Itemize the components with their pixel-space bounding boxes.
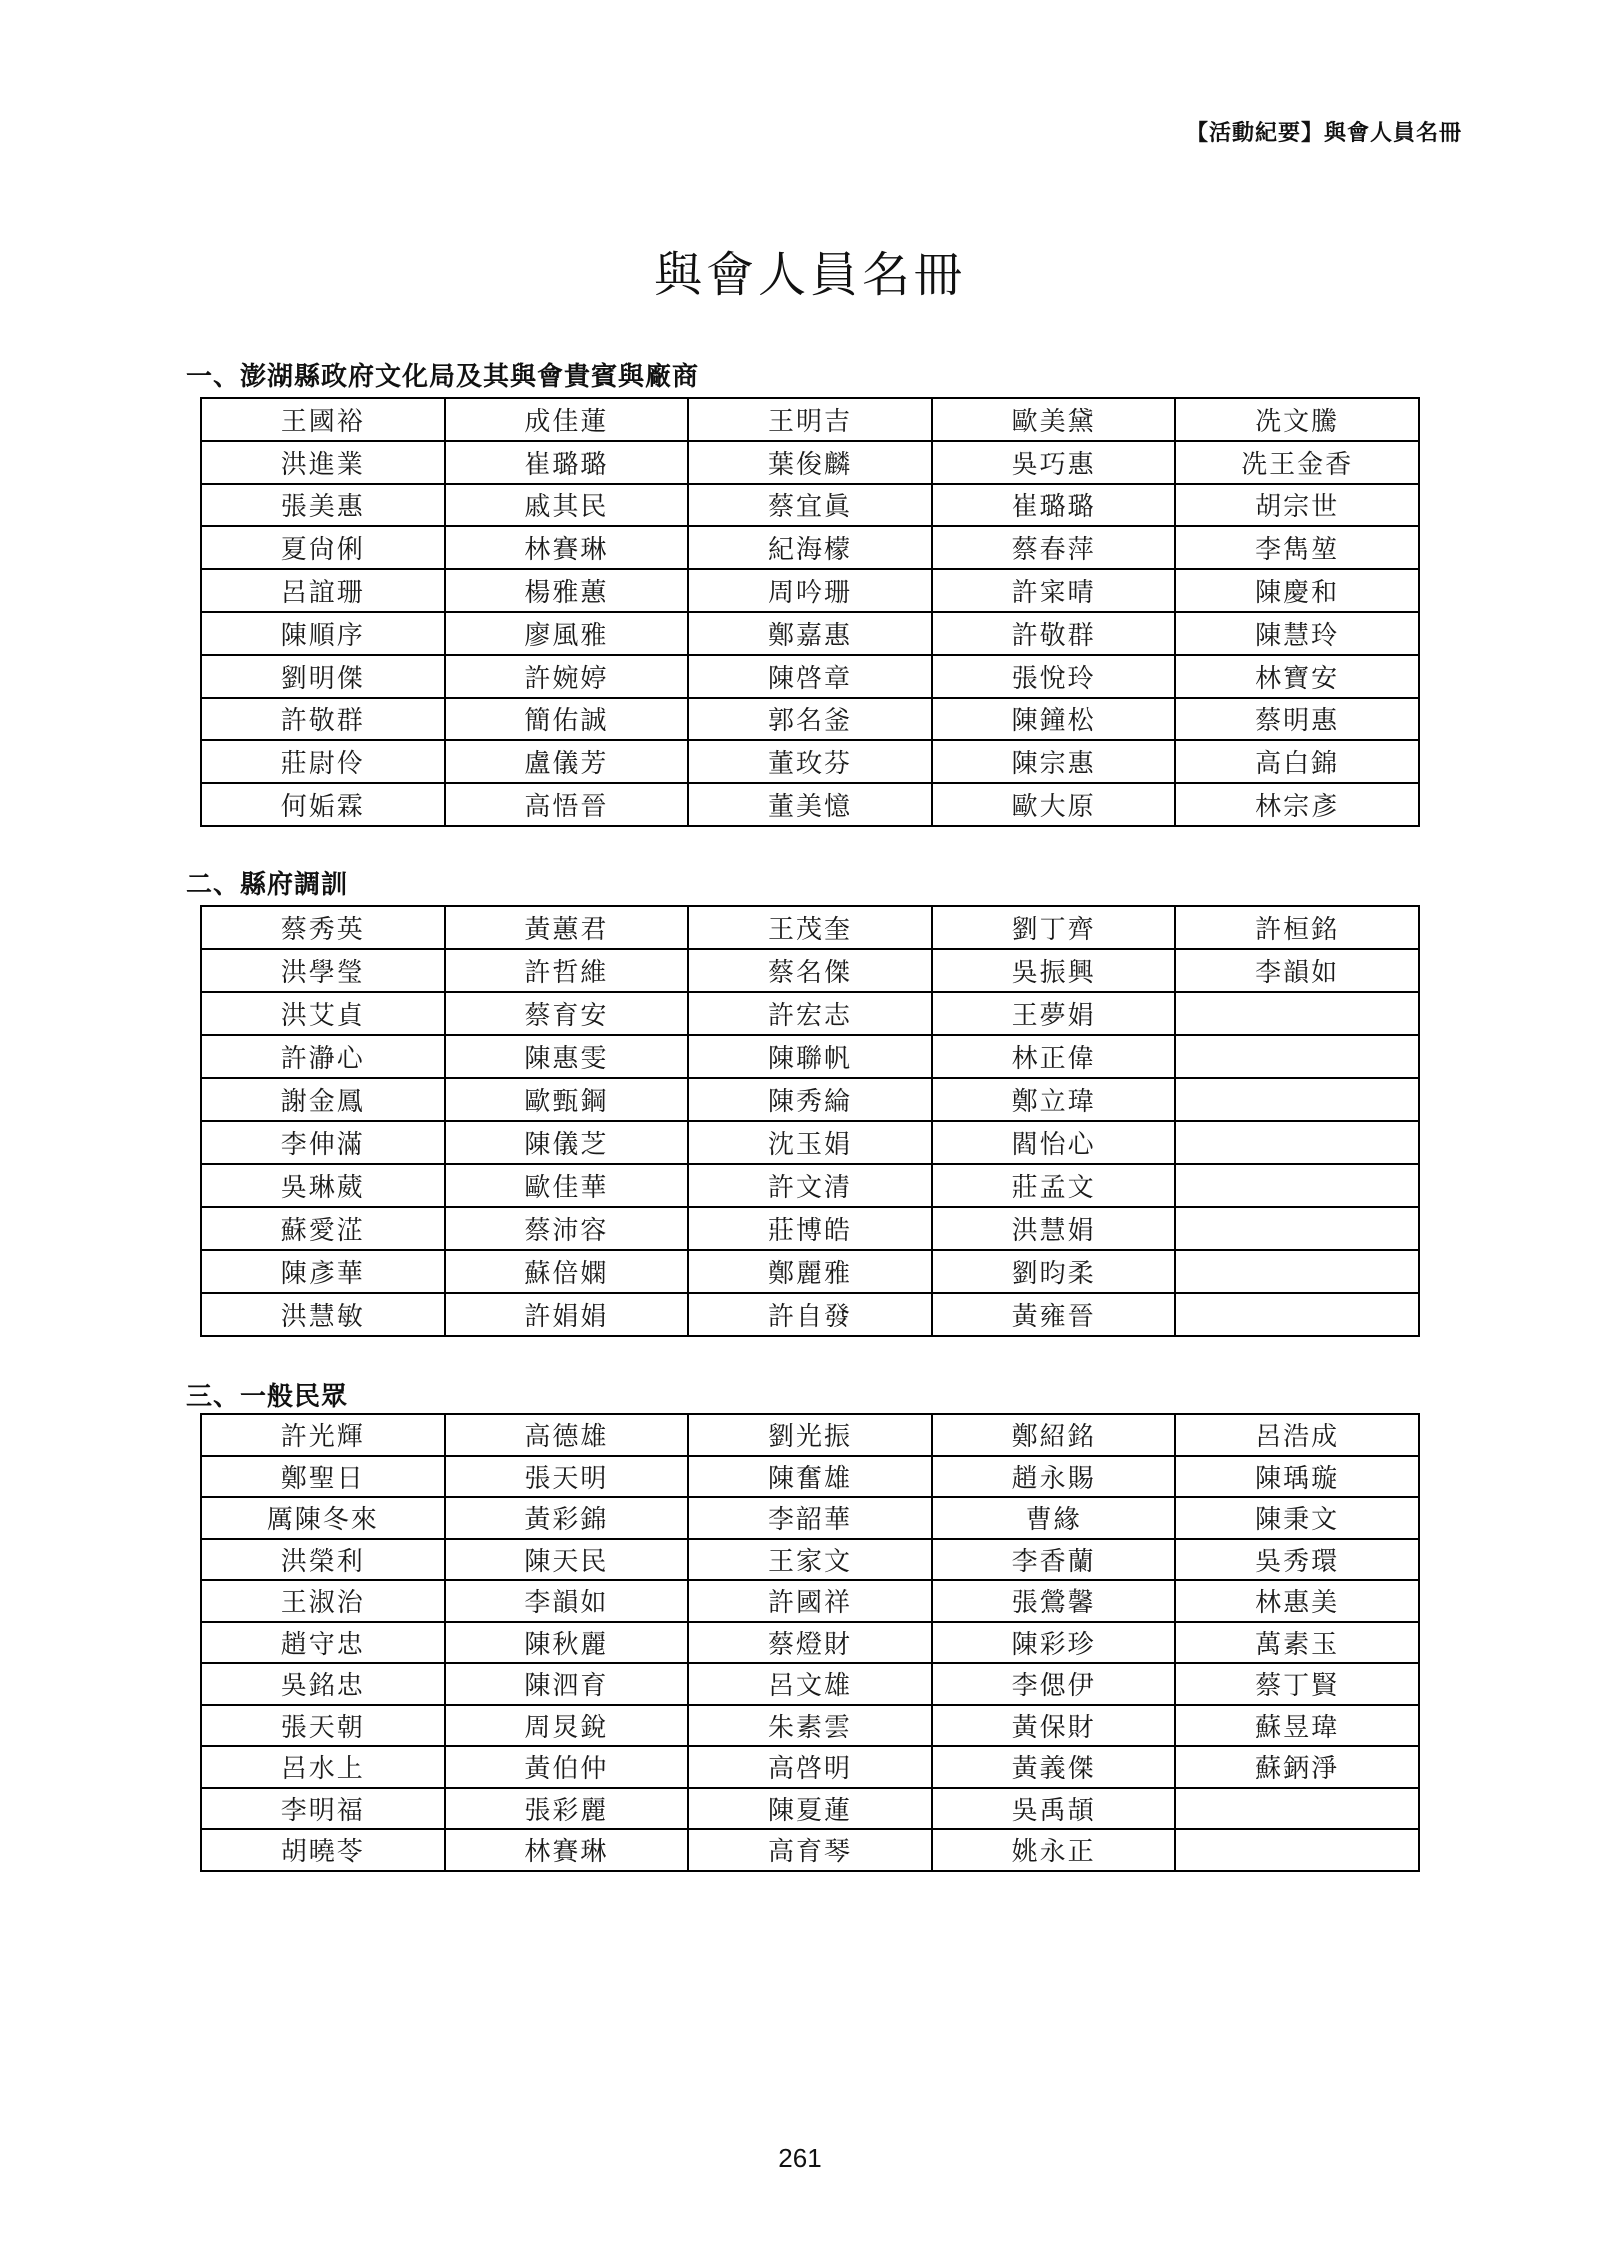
- attendee-name-cell: 歐甄鋼: [445, 1078, 689, 1121]
- attendee-name-cell: 呂文雄: [688, 1663, 932, 1705]
- attendee-name-cell: 許瀞心: [201, 1035, 445, 1078]
- attendee-name-cell: 高悟晉: [445, 783, 689, 826]
- attendee-name-cell: 許宏志: [688, 992, 932, 1035]
- attendee-name-cell: 朱素雲: [688, 1705, 932, 1747]
- attendee-name-cell: 蘇鈵淨: [1175, 1746, 1419, 1788]
- attendee-name-cell: 林賽琳: [445, 526, 689, 569]
- attendee-name-cell: 吳銘忠: [201, 1663, 445, 1705]
- attendee-name-cell: 高德雄: [445, 1414, 689, 1456]
- attendee-name-cell: 蘇愛淽: [201, 1207, 445, 1250]
- section-heading-1: 一、澎湖縣政府文化局及其與會貴賓與廠商: [186, 361, 700, 391]
- attendee-name-cell: 劉光振: [688, 1414, 932, 1456]
- attendee-name-cell: 鄭聖日: [201, 1456, 445, 1498]
- roster-table-1: [200, 397, 1420, 827]
- attendee-name-cell: 何姤霖: [201, 783, 445, 826]
- attendee-name-cell: 許自發: [688, 1293, 932, 1336]
- table-row: [201, 783, 1419, 826]
- attendee-name-cell: 簡佑誠: [445, 698, 689, 741]
- attendee-name-cell: 李香蘭: [932, 1539, 1176, 1581]
- attendee-name-cell: 黃彩錦: [445, 1497, 689, 1539]
- attendee-name-cell: 陳宗惠: [932, 740, 1176, 783]
- attendee-name-cell: 李韻如: [1175, 949, 1419, 992]
- empty-cell: [1175, 1207, 1419, 1250]
- table-row: [201, 1539, 1419, 1581]
- attendee-name-cell: 蔡燈財: [688, 1622, 932, 1664]
- table-row: [201, 1414, 1419, 1456]
- attendee-name-cell: 鄭立瑋: [932, 1078, 1176, 1121]
- table-row: [201, 1293, 1419, 1336]
- table-row: [201, 569, 1419, 612]
- attendee-name-cell: 黃義傑: [932, 1746, 1176, 1788]
- empty-cell: [1175, 1035, 1419, 1078]
- table-row: [201, 1663, 1419, 1705]
- table-row: [201, 740, 1419, 783]
- table-row: [201, 949, 1419, 992]
- roster-table-3: [200, 1413, 1420, 1872]
- attendee-name-cell: 崔璐璐: [445, 441, 689, 484]
- attendee-name-cell: 吳琳葳: [201, 1164, 445, 1207]
- table-row: [201, 1456, 1419, 1498]
- attendee-name-cell: 鄭嘉惠: [688, 612, 932, 655]
- attendee-name-cell: 林惠美: [1175, 1580, 1419, 1622]
- attendee-name-cell: 張悅玲: [932, 655, 1176, 698]
- attendee-name-cell: 許桓銘: [1175, 906, 1419, 949]
- attendee-name-cell: 陳夏蓮: [688, 1788, 932, 1830]
- attendee-name-cell: 呂浩成: [1175, 1414, 1419, 1456]
- table-row: [201, 1705, 1419, 1747]
- page-title: 與會人員名冊: [653, 249, 966, 302]
- attendee-name-cell: 高啓明: [688, 1746, 932, 1788]
- attendee-name-cell: 張天朝: [201, 1705, 445, 1747]
- table-row: [201, 1788, 1419, 1830]
- table-row: [201, 698, 1419, 741]
- attendee-name-cell: 葉俊麟: [688, 441, 932, 484]
- attendee-name-cell: 洪慧敏: [201, 1293, 445, 1336]
- attendee-name-cell: 陳彩珍: [932, 1622, 1176, 1664]
- empty-cell: [1175, 1164, 1419, 1207]
- attendee-name-cell: 洪學瑩: [201, 949, 445, 992]
- attendee-name-cell: 蔡沛容: [445, 1207, 689, 1250]
- attendee-name-cell: 陳秀綸: [688, 1078, 932, 1121]
- attendee-name-cell: 成佳蓮: [445, 398, 689, 441]
- table-row: [201, 1497, 1419, 1539]
- attendee-name-cell: 呂誼珊: [201, 569, 445, 612]
- attendee-name-cell: 陳秉文: [1175, 1497, 1419, 1539]
- attendee-name-cell: 許敬群: [932, 612, 1176, 655]
- attendee-name-cell: 黃保財: [932, 1705, 1176, 1747]
- attendee-name-cell: 蘇昱瑋: [1175, 1705, 1419, 1747]
- attendee-name-cell: 林正偉: [932, 1035, 1176, 1078]
- attendee-name-cell: 陳瑀璇: [1175, 1456, 1419, 1498]
- attendee-name-cell: 戚其民: [445, 484, 689, 527]
- attendee-name-cell: 閻怡心: [932, 1121, 1176, 1164]
- attendee-name-cell: 洪慧娟: [932, 1207, 1176, 1250]
- attendee-name-cell: 周炅銳: [445, 1705, 689, 1747]
- table-row: [201, 526, 1419, 569]
- attendee-name-cell: 趙守忠: [201, 1622, 445, 1664]
- attendee-name-cell: 林宗彥: [1175, 783, 1419, 826]
- table-row: [201, 1746, 1419, 1788]
- attendee-name-cell: 張天明: [445, 1456, 689, 1498]
- attendee-name-cell: 王國裕: [201, 398, 445, 441]
- table-row: [201, 1580, 1419, 1622]
- attendee-name-cell: 李韶華: [688, 1497, 932, 1539]
- empty-cell: [1175, 1788, 1419, 1830]
- attendee-name-cell: 陳秋麗: [445, 1622, 689, 1664]
- attendee-name-cell: 李偲伊: [932, 1663, 1176, 1705]
- attendee-name-cell: 沈玉娟: [688, 1121, 932, 1164]
- attendee-name-cell: 劉丁齊: [932, 906, 1176, 949]
- attendee-name-cell: 陳儀芝: [445, 1121, 689, 1164]
- attendee-name-cell: 洪榮利: [201, 1539, 445, 1581]
- attendee-name-cell: 歐佳華: [445, 1164, 689, 1207]
- attendee-name-cell: 蔡名傑: [688, 949, 932, 992]
- attendee-name-cell: 莊博皓: [688, 1207, 932, 1250]
- attendee-name-cell: 李雋堃: [1175, 526, 1419, 569]
- attendee-name-cell: 王茂奎: [688, 906, 932, 949]
- attendee-name-cell: 曹緣: [932, 1497, 1176, 1539]
- attendee-name-cell: 張鶯馨: [932, 1580, 1176, 1622]
- attendee-name-cell: 王淑治: [201, 1580, 445, 1622]
- attendee-name-cell: 許寀晴: [932, 569, 1176, 612]
- attendee-name-cell: 高白錦: [1175, 740, 1419, 783]
- table-row: [201, 906, 1419, 949]
- attendee-name-cell: 劉昀柔: [932, 1250, 1176, 1293]
- table-row: [201, 398, 1419, 441]
- attendee-name-cell: 許婉婷: [445, 655, 689, 698]
- attendee-name-cell: 歐大原: [932, 783, 1176, 826]
- table-row: [201, 1078, 1419, 1121]
- attendee-name-cell: 周吟珊: [688, 569, 932, 612]
- table-row: [201, 992, 1419, 1035]
- attendee-name-cell: 姚永正: [932, 1829, 1176, 1871]
- attendee-name-cell: 王家文: [688, 1539, 932, 1581]
- empty-cell: [1175, 1078, 1419, 1121]
- attendee-name-cell: 鄭紹銘: [932, 1414, 1176, 1456]
- attendee-name-cell: 吳巧惠: [932, 441, 1176, 484]
- attendee-name-cell: 陳彥華: [201, 1250, 445, 1293]
- empty-cell: [1175, 1293, 1419, 1336]
- attendee-name-cell: 王明吉: [688, 398, 932, 441]
- attendee-name-cell: 吳秀環: [1175, 1539, 1419, 1581]
- table-row: [201, 1164, 1419, 1207]
- attendee-name-cell: 吳振興: [932, 949, 1176, 992]
- attendee-name-cell: 吳禹頡: [932, 1788, 1176, 1830]
- table-row: [201, 441, 1419, 484]
- attendee-name-cell: 陳鐘松: [932, 698, 1176, 741]
- table-row: [201, 1035, 1419, 1078]
- attendee-name-cell: 趙永賜: [932, 1456, 1176, 1498]
- attendee-name-cell: 廖風雅: [445, 612, 689, 655]
- attendee-name-cell: 黃雍晉: [932, 1293, 1176, 1336]
- attendee-name-cell: 楊雅蕙: [445, 569, 689, 612]
- attendee-name-cell: 蔡明惠: [1175, 698, 1419, 741]
- attendee-name-cell: 王夢娟: [932, 992, 1176, 1035]
- attendee-name-cell: 萬素玉: [1175, 1622, 1419, 1664]
- attendee-name-cell: 莊尉伶: [201, 740, 445, 783]
- document-header: 【活動紀要】與會人員名冊: [1185, 120, 1462, 145]
- empty-cell: [1175, 1121, 1419, 1164]
- attendee-name-cell: 許敬群: [201, 698, 445, 741]
- attendee-name-cell: 鄭麗雅: [688, 1250, 932, 1293]
- attendee-name-cell: 張彩麗: [445, 1788, 689, 1830]
- attendee-name-cell: 郭名釜: [688, 698, 932, 741]
- attendee-name-cell: 李明福: [201, 1788, 445, 1830]
- attendee-name-cell: 林賽琳: [445, 1829, 689, 1871]
- attendee-name-cell: 董美憶: [688, 783, 932, 826]
- attendee-name-cell: 陳惠雯: [445, 1035, 689, 1078]
- attendee-name-cell: 崔璐璐: [932, 484, 1176, 527]
- attendee-name-cell: 陳天民: [445, 1539, 689, 1581]
- attendee-name-cell: 高育琴: [688, 1829, 932, 1871]
- attendee-name-cell: 厲陳冬來: [201, 1497, 445, 1539]
- table-row: [201, 1207, 1419, 1250]
- attendee-name-cell: 蔡春萍: [932, 526, 1176, 569]
- empty-cell: [1175, 1829, 1419, 1871]
- attendee-name-cell: 莊孟文: [932, 1164, 1176, 1207]
- attendee-name-cell: 胡宗世: [1175, 484, 1419, 527]
- attendee-name-cell: 冼文騰: [1175, 398, 1419, 441]
- attendee-name-cell: 許文清: [688, 1164, 932, 1207]
- attendee-name-cell: 蔡育安: [445, 992, 689, 1035]
- page-number: 261: [778, 2143, 822, 2173]
- section-heading-3: 三、一般民眾: [186, 1381, 349, 1411]
- attendee-name-cell: 蔡丁賢: [1175, 1663, 1419, 1705]
- attendee-name-cell: 洪進業: [201, 441, 445, 484]
- attendee-name-cell: 李伸滿: [201, 1121, 445, 1164]
- attendee-name-cell: 夏尙俐: [201, 526, 445, 569]
- attendee-name-cell: 洪艾貞: [201, 992, 445, 1035]
- table-row: [201, 655, 1419, 698]
- attendee-name-cell: 陳慶和: [1175, 569, 1419, 612]
- attendee-name-cell: 謝金鳳: [201, 1078, 445, 1121]
- roster-table-2: [200, 905, 1420, 1337]
- attendee-name-cell: 陳啓章: [688, 655, 932, 698]
- attendee-name-cell: 黃蕙君: [445, 906, 689, 949]
- attendee-name-cell: 呂水上: [201, 1746, 445, 1788]
- attendee-name-cell: 蔡秀英: [201, 906, 445, 949]
- attendee-name-cell: 陳泗育: [445, 1663, 689, 1705]
- table-row: [201, 612, 1419, 655]
- attendee-name-cell: 董玫芬: [688, 740, 932, 783]
- table-row: [201, 1829, 1419, 1871]
- empty-cell: [1175, 992, 1419, 1035]
- attendee-name-cell: 陳聯帆: [688, 1035, 932, 1078]
- table-row: [201, 1250, 1419, 1293]
- attendee-name-cell: 許娟娟: [445, 1293, 689, 1336]
- attendee-name-cell: 許國祥: [688, 1580, 932, 1622]
- table-row: [201, 1121, 1419, 1164]
- attendee-name-cell: 黃伯仲: [445, 1746, 689, 1788]
- table-row: [201, 484, 1419, 527]
- attendee-name-cell: 盧儀芳: [445, 740, 689, 783]
- section-heading-2: 二、縣府調訓: [186, 869, 349, 899]
- attendee-name-cell: 林寶安: [1175, 655, 1419, 698]
- attendee-name-cell: 李韻如: [445, 1580, 689, 1622]
- attendee-name-cell: 劉明傑: [201, 655, 445, 698]
- attendee-name-cell: 胡曉苓: [201, 1829, 445, 1871]
- attendee-name-cell: 陳慧玲: [1175, 612, 1419, 655]
- table-row: [201, 1622, 1419, 1664]
- attendee-name-cell: 蔡宜眞: [688, 484, 932, 527]
- attendee-name-cell: 陳奮雄: [688, 1456, 932, 1498]
- attendee-name-cell: 陳順序: [201, 612, 445, 655]
- attendee-name-cell: 蘇倍嫻: [445, 1250, 689, 1293]
- attendee-name-cell: 許光輝: [201, 1414, 445, 1456]
- attendee-name-cell: 紀海檬: [688, 526, 932, 569]
- attendee-name-cell: 許哲維: [445, 949, 689, 992]
- attendee-name-cell: 張美惠: [201, 484, 445, 527]
- empty-cell: [1175, 1250, 1419, 1293]
- attendee-name-cell: 冼王金香: [1175, 441, 1419, 484]
- attendee-name-cell: 歐美黛: [932, 398, 1176, 441]
